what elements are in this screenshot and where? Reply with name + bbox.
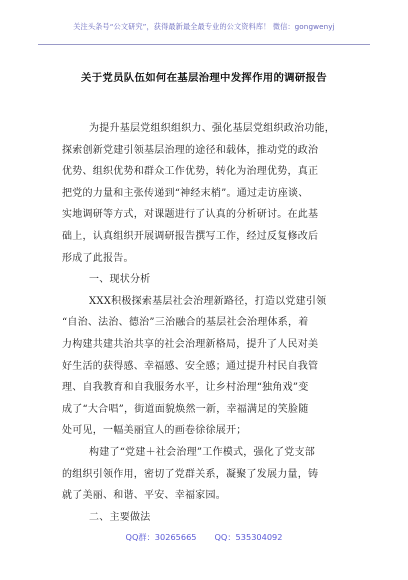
body-line: 为提升基层党组织组织力、强化基层党组织政治功能，	[89, 123, 335, 134]
body-line: 力构建共建共治共享的社会治理新格局，提升了人民对美	[62, 338, 319, 350]
body-line: 就了美丽、和谐、平安、幸福家园。	[62, 490, 226, 502]
section-heading: 一、现状分析	[89, 274, 151, 286]
body-line: 处可见，一幅美丽宜人的画卷徐徐展开；	[62, 425, 247, 437]
document-body	[62, 118, 354, 528]
document-title: 关于党员队伍如何在基层治理中发挥作用的调研报告	[81, 72, 327, 84]
body-line: 把党的力量和主张传递到“神经末梢”。通过走访座谈、	[62, 187, 309, 199]
body-line: 理、自我教育和自我服务水平，让乡村治理“独角戏”变	[62, 382, 309, 394]
footer-qq-group: QQ群：30265665	[125, 532, 197, 542]
body-line: 础上，认真组织开展调研报告撰写工作，经过反复修改后	[62, 230, 319, 242]
body-line: 实地调研等方式，对课题进行了认真的分析研讨。在此基	[62, 209, 319, 221]
body-line: 优势、组织优势和群众工作优势，转化为治理优势，真正	[62, 166, 319, 178]
section-heading: 二、主要做法	[89, 511, 151, 523]
body-line: XXX积极探索基层社会治理新路径，打造以党建引领	[89, 295, 327, 307]
body-line: 构建了“党建＋社会治理”工作模式，强化了党支部	[89, 446, 315, 458]
body-line: “自治、法治、德治”三治融合的基层社会治理体系，着	[62, 317, 309, 329]
body-line: 探索创新党建引领基层治理的途径和载体，推动党的政治	[62, 144, 319, 156]
body-line: 形成了此报告。	[62, 252, 134, 264]
header-note: 关注头条号“公文研究”，获得最新最全最专业的公文资料库！ 微信：gongwenyj	[73, 22, 335, 31]
body-line: 成了“大合唱”，街道面貌焕然一新，幸福满足的笑脸随	[62, 403, 309, 415]
header-divider	[38, 44, 370, 45]
footer-qq: QQ：535304092	[214, 532, 283, 542]
body-line: 的组织引领作用，密切了党群关系，凝聚了发展力量，铸	[62, 468, 319, 480]
footer-contact	[0, 532, 408, 543]
body-line: 好生活的获得感、幸福感、安全感；通过提升村民自我管	[62, 360, 319, 372]
